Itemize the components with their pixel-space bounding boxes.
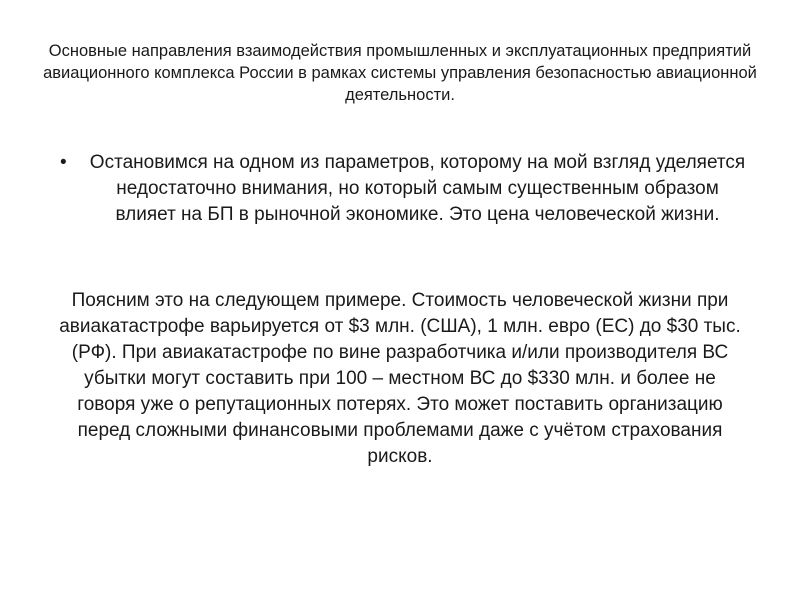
bullet-item bbox=[60, 150, 750, 228]
bullet-text: Остановимся на одном из параметров, которому на мой взгляд уделяется недостаточно внимания, но который самым существенным образом влияет на БП в рыночной экономике. Это цена человеческой жизни. bbox=[89, 152, 746, 225]
bullet-marker: • bbox=[60, 152, 67, 173]
body-paragraph: Поясним это на следующем примере. Стоимость человеческой жизни при авиакатастрофе варьируется от $3 млн. (США), 1 млн. евро (ЕС) до $30 тыс. (РФ). При авиакатастрофе по вине разработчика и/или производителя ВС убытки могут составить при 100 – местном ВС до $330 млн. и более не говоря уже о репутационных потерях. Это может поставить организацию перед сложными финансовыми проблемами даже с учётом страхования рисков. bbox=[59, 290, 741, 467]
slide-title: Основные направления взаимодействия промышленных и эксплуатационных предприятий авиационного комплекса России в рамках системы управления безопасностью авиационной деятельности. bbox=[43, 42, 757, 104]
